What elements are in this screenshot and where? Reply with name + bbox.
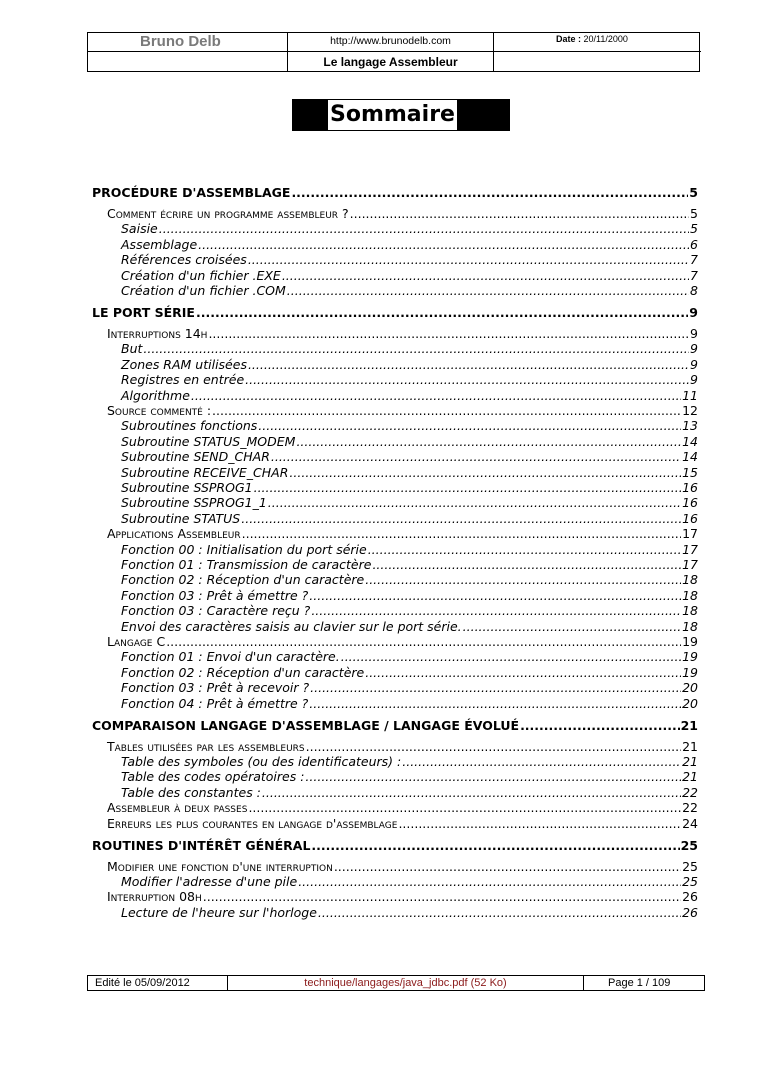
toc-subsection[interactable]: [121, 465, 698, 480]
footer-file-path: technique/langages/java_jdbc.pdf (52 Ko): [228, 976, 584, 990]
toc-entry-title: Fonction 02 : Réception d'un caractère: [121, 572, 365, 588]
toc-entry-title: Subroutine RECEIVE_CHAR: [121, 464, 289, 480]
toc-page-number: 9: [690, 356, 698, 372]
toc-dot-leader: [212, 403, 681, 418]
toc-subsection[interactable]: [121, 785, 698, 800]
toc-entry-title: LE PORT SÉRIE: [92, 305, 195, 320]
toc-entry-title: But: [121, 341, 143, 357]
toc-entry-title: Subroutine STATUS: [121, 510, 241, 526]
toc-page-number: 7: [690, 267, 698, 283]
toc-entry-title: Lecture de l'heure sur l'horloge: [121, 904, 317, 920]
toc-dot-leader: [258, 418, 681, 433]
toc-dot-leader: [398, 816, 681, 831]
toc-subsection[interactable]: [121, 252, 698, 267]
toc-entry-title: Assemblage: [121, 236, 198, 252]
toc-page-number: 24: [682, 815, 698, 831]
toc-section[interactable]: [107, 859, 698, 874]
toc-dot-leader: [463, 619, 681, 634]
toc-subsection[interactable]: [121, 754, 698, 769]
toc-entry-title: Fonction 00 : Initialisation du port série: [121, 541, 367, 557]
toc-dot-leader: [365, 572, 681, 587]
toc-page-number: 18: [682, 572, 698, 588]
toc-entry-title: ROUTINES D'INTÉRÊT GÉNÉRAL: [92, 837, 311, 853]
toc-entry-title: Langage C: [107, 634, 166, 649]
toc-dot-leader: [289, 465, 681, 480]
toc-page-number: 14: [682, 449, 698, 465]
toc-page-number: 17: [682, 557, 698, 572]
header-date-value: 20/11/2000: [583, 34, 628, 44]
toc-section[interactable]: [107, 800, 698, 815]
toc-page-number: 20: [682, 695, 698, 711]
toc-subsection[interactable]: [121, 542, 698, 557]
toc-subsection[interactable]: [121, 696, 698, 711]
header-url[interactable]: http://www.brunodelb.com: [288, 33, 494, 52]
toc-dot-leader: [268, 495, 681, 510]
toc-dot-leader: [282, 268, 689, 283]
toc-entry-title: Erreurs les plus courantes en langage d'assemblage: [107, 815, 398, 831]
toc-dot-leader: [198, 237, 689, 252]
toc-section[interactable]: [107, 739, 698, 754]
toc-entry-title: Références croisées: [121, 252, 247, 268]
toc-dot-leader: [166, 634, 681, 649]
toc-subsection[interactable]: [121, 283, 698, 298]
toc-section[interactable]: [107, 889, 698, 904]
toc-dot-leader: [365, 665, 681, 680]
toc-dot-leader: [208, 326, 689, 341]
toc-subsection[interactable]: [121, 418, 698, 433]
toc-subsection[interactable]: [121, 237, 698, 252]
toc-page-number: 16: [682, 510, 698, 526]
toc-page-number: 18: [682, 587, 698, 603]
header-empty-cell-left: [88, 52, 288, 72]
toc-entry-title: Fonction 02 : Réception d'un caractère: [121, 664, 365, 680]
toc-dot-leader: [310, 680, 681, 695]
toc-entry-title: Envoi des caractères saisis au clavier sur le port série.: [121, 618, 462, 634]
toc-dot-leader: [306, 739, 681, 754]
toc-dot-leader: [191, 388, 681, 403]
toc-entry-title: Algorithme: [121, 387, 190, 403]
sommaire-title-box: [292, 99, 510, 131]
toc-page-number: 17: [682, 526, 698, 542]
toc-page-number: 12: [682, 403, 698, 418]
toc-page-number: 20: [682, 680, 698, 696]
toc-entry-title: Modifier l'adresse d'une pile: [121, 874, 298, 889]
toc-subsection[interactable]: [121, 649, 698, 664]
toc-page-number: 14: [682, 433, 698, 449]
toc-dot-leader: [196, 305, 688, 321]
toc-dot-leader: [262, 785, 681, 800]
toc-page-number: 22: [682, 800, 698, 816]
toc-page-number: 25: [682, 858, 698, 874]
toc-subsection[interactable]: [121, 905, 698, 920]
toc-subsection[interactable]: [121, 557, 698, 572]
toc-dot-leader: [311, 603, 681, 618]
toc-subsection[interactable]: [121, 874, 698, 889]
toc-entry-title: Comment écrire un programme assembleur ?: [107, 206, 349, 221]
toc-entry-title: Tables utilisées par les assembleurs: [107, 738, 305, 754]
toc-page-number: 13: [682, 418, 698, 434]
toc-entry-title: Applications Assembleur: [107, 526, 241, 542]
toc-dot-leader: [334, 859, 681, 874]
toc-dot-leader: [309, 696, 681, 711]
toc-entry-title: Registres en entrée: [121, 372, 245, 388]
toc-entry-title: Fonction 04 : Prêt à émettre ?: [121, 695, 309, 711]
toc-page-number: 26: [682, 904, 698, 920]
toc-subsection[interactable]: [121, 268, 698, 283]
toc-subsection[interactable]: [121, 388, 698, 403]
header-author: Bruno Delb: [88, 33, 288, 52]
toc-entry-title: Subroutine SEND_CHAR: [121, 449, 270, 465]
toc-section[interactable]: [107, 206, 698, 221]
toc-subsection[interactable]: [121, 572, 698, 587]
toc-dot-leader: [318, 905, 681, 920]
toc-entry-title: Subroutine SSPROG1_1: [121, 495, 267, 511]
toc-page-number: 5: [690, 206, 698, 221]
toc-entry-title: Table des constantes :: [121, 784, 261, 800]
toc-page-number: 19: [682, 664, 698, 680]
toc-entry-title: Subroutines fonctions: [121, 418, 258, 434]
toc-page-number: 7: [690, 252, 698, 268]
toc-entry-title: Source commenté :: [107, 403, 212, 418]
toc-dot-leader: [254, 480, 682, 495]
toc-dot-leader: [287, 283, 689, 298]
toc-section[interactable]: [107, 526, 698, 541]
toc-entry-title: Fonction 03 : Prêt à émettre ?: [121, 587, 309, 603]
toc-page-number: 11: [682, 387, 698, 403]
header-doc-title: Le langage Assembleur: [288, 52, 494, 72]
toc-subsection[interactable]: [121, 449, 698, 464]
toc-page-number: 19: [682, 649, 698, 665]
toc-dot-leader: [368, 542, 681, 557]
toc-entry-title: Zones RAM utilisées: [121, 356, 247, 372]
toc-page-number: 21: [682, 754, 698, 769]
toc-page-number: 6: [690, 236, 698, 252]
toc-entry-title: Table des codes opératoires :: [121, 769, 305, 785]
toc-entry-title: Fonction 03 : Prêt à recevoir ?: [121, 680, 310, 696]
toc-page-number: 25: [682, 874, 698, 889]
footer-page-number: Page 1 / 109: [608, 977, 671, 989]
toc-page-number: 15: [682, 464, 698, 480]
toc-page-number: 21: [682, 738, 698, 754]
toc-entry-title: PROCÉDURE D'ASSEMBLAGE: [92, 185, 291, 200]
toc-entry-title: Fonction 01 : Transmission de caractère: [121, 557, 372, 572]
toc-entry-title: Fonction 03 : Caractère reçu ?: [121, 603, 311, 619]
toc-page-number: 18: [682, 618, 698, 634]
page-header: [87, 32, 700, 72]
toc-subsection[interactable]: [121, 495, 698, 510]
toc-entry-title: Table des symboles (ou des identificateurs) :: [121, 754, 402, 769]
toc-page-number: 5: [689, 185, 698, 200]
toc-dot-leader: [305, 769, 681, 784]
toc-entry-title: Création d'un fichier .COM: [121, 283, 286, 298]
toc-subsection[interactable]: [121, 588, 698, 603]
toc-dot-leader: [242, 526, 681, 541]
toc-subsection[interactable]: [121, 357, 698, 372]
toc-chapter[interactable]: [92, 718, 698, 734]
toc-subsection[interactable]: [121, 480, 698, 495]
toc-page-number: 25: [680, 837, 698, 853]
toc-page-number: 8: [690, 283, 698, 298]
toc-entry-title: Interruptions 14h: [107, 326, 208, 341]
toc-dot-leader: [372, 557, 681, 572]
toc-entry-title: Subroutine SSPROG1: [121, 480, 253, 495]
toc-entry-title: Saisie: [121, 221, 158, 237]
footer-edited-date: Edité le 05/09/2012: [88, 976, 228, 990]
toc-dot-leader: [296, 434, 681, 449]
toc-page-number: 9: [689, 305, 698, 320]
toc-dot-leader: [248, 357, 689, 372]
toc-section[interactable]: [107, 816, 698, 831]
toc-subsection[interactable]: [121, 619, 698, 634]
toc-subsection[interactable]: [121, 434, 698, 449]
toc-entry-title: Création d'un fichier .EXE: [121, 267, 281, 283]
toc-entry-title: Subroutine STATUS_MODEM: [121, 433, 296, 449]
toc-dot-leader: [143, 341, 689, 356]
toc-entry-title: COMPARAISON LANGAGE D'ASSEMBLAGE / LANGAGE ÉVOLUÉ: [92, 717, 520, 733]
toc-dot-leader: [241, 511, 681, 526]
toc-subsection[interactable]: [121, 341, 698, 356]
toc-section[interactable]: [107, 634, 698, 649]
toc-entry-title: Fonction 01 : Envoi d'un caractère.: [121, 649, 340, 665]
toc-page-number: 21: [682, 769, 698, 785]
toc-page-number: 19: [682, 634, 698, 649]
toc-chapter[interactable]: [92, 185, 698, 201]
toc-entry-title: Interruption 08h: [107, 889, 202, 905]
page-footer: [87, 975, 705, 991]
toc-page-number: 22: [682, 784, 698, 800]
toc-page-number: 9: [690, 341, 698, 357]
toc-page-number: 9: [690, 372, 698, 388]
toc-subsection[interactable]: [121, 372, 698, 387]
toc-entry-title: Assembleur à deux passes: [107, 800, 248, 816]
toc-dot-leader: [248, 252, 689, 267]
toc-dot-leader: [245, 372, 689, 387]
toc-page-number: 17: [682, 541, 698, 557]
header-date-label: Date :: [556, 34, 582, 44]
sommaire-title: Sommaire: [328, 100, 457, 130]
toc-dot-leader: [203, 889, 681, 904]
toc-dot-leader: [298, 874, 681, 889]
toc-dot-leader: [341, 649, 681, 664]
toc-page-number: 9: [690, 326, 698, 341]
toc-chapter[interactable]: [92, 305, 698, 321]
toc-dot-leader: [291, 185, 688, 201]
toc-dot-leader: [520, 718, 680, 734]
toc-subsection[interactable]: [121, 665, 698, 680]
toc-page-number: 16: [682, 495, 698, 511]
toc-dot-leader: [309, 588, 681, 603]
toc-dot-leader: [311, 838, 679, 854]
toc-subsection[interactable]: [121, 680, 698, 695]
header-date: [494, 33, 701, 52]
toc-dot-leader: [248, 800, 681, 815]
toc-page-number: 5: [690, 221, 698, 237]
toc-section[interactable]: [107, 403, 698, 418]
toc-chapter[interactable]: [92, 838, 698, 854]
toc-subsection[interactable]: [121, 511, 698, 526]
toc-section[interactable]: [107, 326, 698, 341]
toc-page-number: 18: [682, 603, 698, 619]
toc-dot-leader: [402, 754, 681, 769]
toc-page-number: 26: [682, 889, 698, 905]
toc-dot-leader: [159, 221, 689, 236]
toc-subsection[interactable]: [121, 603, 698, 618]
toc-subsection[interactable]: [121, 769, 698, 784]
header-empty-cell-right: [494, 52, 701, 72]
toc-page-number: 16: [682, 480, 698, 495]
toc-page-number: 21: [680, 717, 698, 733]
toc-dot-leader: [350, 206, 689, 221]
toc-entry-title: Modifier une fonction d'une interruption: [107, 858, 333, 874]
toc-subsection[interactable]: [121, 221, 698, 236]
toc-dot-leader: [271, 449, 681, 464]
